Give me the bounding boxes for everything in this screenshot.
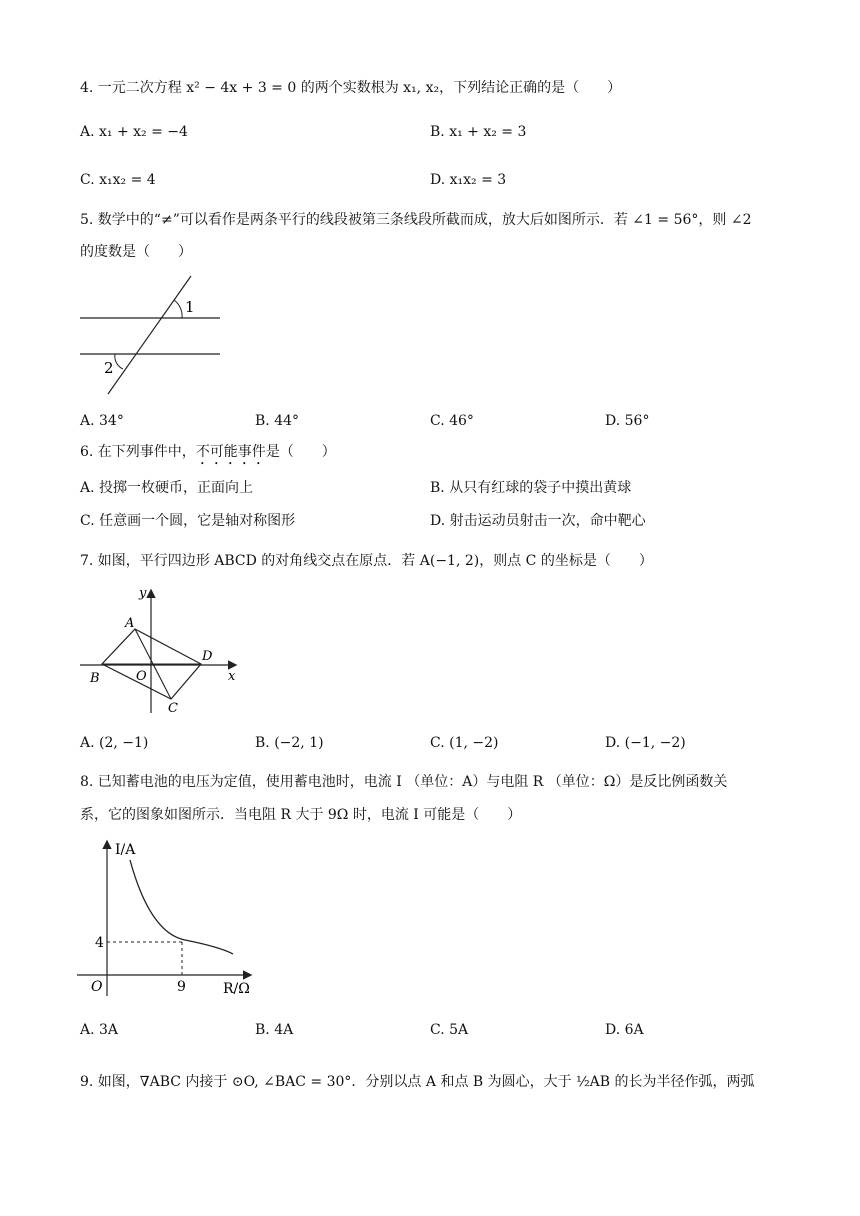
q7-stem: 7. 如图，平行四边形 ABCD 的对角线交点在原点．若 A(−1, 2)，则点 C 的坐标是（ ） [80, 553, 653, 569]
q4-option-c: C. x₁x₂ = 4 [80, 172, 156, 188]
q5-option-d: D. 56° [605, 413, 650, 429]
q7-figure [75, 585, 250, 720]
q5-option-a: A. 34° [80, 413, 124, 429]
q7-option-a: A. (2, −1) [80, 735, 149, 751]
q7-label-a: A [125, 616, 135, 631]
q8-option-b: B. 4A [255, 1022, 294, 1038]
q8-option-c: C. 5A [430, 1022, 469, 1038]
q6-option-a: A. 投掷一枚硬币，正面向上 [80, 480, 254, 496]
q8-origin-label: O [91, 979, 103, 995]
q7-option-d: D. (−1, −2) [605, 735, 686, 751]
q8-option-d: D. 6A [605, 1022, 644, 1038]
q6-stem-emphasis: 不可能事件 [195, 444, 266, 460]
q7-label-x: x [228, 669, 236, 684]
q5-angle1-label: 1 [185, 298, 195, 316]
q6-option-d: D. 射击运动员射击一次，命中靶心 [430, 513, 646, 529]
q8-stem-line1: 8. 已知蓄电池的电压为定值，使用蓄电池时，电流 I （单位：A）与电阻 R （单位：Ω）是反比例函数关 [80, 774, 728, 790]
q6-stem-post: 是（ ） [265, 444, 336, 460]
q5-angle2-label: 2 [104, 359, 114, 377]
q4-option-d: D. x₁x₂ = 3 [430, 172, 507, 188]
q8-stem-line2: 系，它的图象如图所示．当电阻 R 大于 9Ω 时，电流 I 可能是（ ） [80, 807, 522, 823]
q6-stem-pre: 6. 在下列事件中， [80, 444, 196, 460]
q8-xlabel: R/Ω [223, 981, 250, 997]
q5-option-c: C. 46° [430, 413, 474, 429]
q7-option-b: B. (−2, 1) [255, 735, 324, 751]
q5-figure [75, 272, 235, 397]
q7-label-o: O [136, 669, 147, 684]
q5-transversal [108, 276, 191, 394]
q8-figure [75, 838, 265, 1000]
q6-stem [80, 442, 336, 468]
q7-option-c: C. (1, −2) [430, 735, 499, 751]
q8-y-tick-label: 4 [95, 935, 104, 951]
q4-option-b: B. x₁ + x₂ = 3 [430, 124, 527, 140]
q5-stem-line2: 的度数是（ ） [80, 244, 192, 260]
q5-angle1-arc [174, 300, 182, 318]
q8-option-a: A. 3A [80, 1022, 119, 1038]
q4-stem: 4. 一元二次方程 x² − 4x + 3 = 0 的两个实数根为 x₁, x₂，下列结论正确的是（ ） [80, 80, 622, 96]
q8-ylabel: I/A [115, 842, 136, 858]
q6-option-b: B. 从只有红球的袋子中摸出黄球 [430, 480, 632, 496]
q7-label-y: y [139, 586, 147, 601]
q8-x-tick-label: 9 [177, 979, 186, 995]
q7-label-c: C [168, 701, 178, 716]
q6-option-c: C. 任意画一个圆，它是轴对称图形 [80, 513, 296, 529]
q7-label-b: B [90, 671, 100, 686]
q5-option-b: B. 44° [255, 413, 300, 429]
q8-inverse-curve [130, 860, 233, 954]
q9-stem: 9. 如图，∇ABC 内接于 ⊙O, ∠BAC = 30°．分别以点 A 和点 B 为圆心，大于 ½AB 的长为半径作弧，两弧 [80, 1074, 755, 1090]
q5-stem-line1: 5. 数学中的“≠”可以看作是两条平行的线段被第三条线段所截而成，放大后如图所示．若 ∠1 = 56°，则 ∠2 [80, 212, 752, 228]
q4-option-a: A. x₁ + x₂ = −4 [80, 124, 188, 140]
q5-angle2-arc [115, 354, 123, 369]
q7-label-d: D [202, 649, 213, 664]
